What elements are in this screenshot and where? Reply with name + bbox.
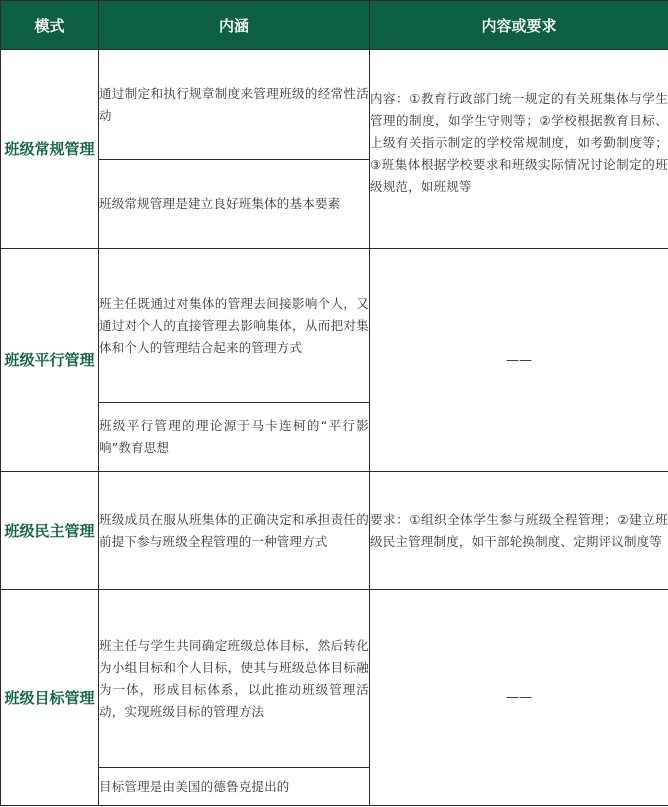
requirements-cell: —— — [370, 249, 668, 472]
requirements-cell: 要求：①组织全体学生参与班级全程管理；②建立班级民主管理制度，如干部轮换制度、定期评议制度等 — [370, 472, 668, 590]
requirements-cell: 内容：①教育行政部门统一规定的有关班集体与学生管理的制度，如学生守则等；②学校根据教育目标、上级有关指示制定的学校常规制度，如考勤制度等；③班集体根据学校要求和班级实际情况讨论制定的班级规范，如班规等 — [370, 50, 668, 249]
table-row — [1, 472, 668, 590]
mode-cell: 班级目标管理 — [1, 590, 99, 806]
meaning-cell: 班主任与学生共同确定班级总体目标，然后转化为小组目标和个人目标，使其与班级总体目标融为一体，形成目标体系，以此推动班级管理活动，实现班级目标的管理方法 — [99, 590, 370, 768]
meaning-cell: 通过制定和执行规章制度来管理班级的经常性活动 — [99, 50, 370, 160]
table-row — [1, 590, 668, 768]
meaning-cell: 班主任既通过对集体的管理去间接影响个人，又通过对个人的直接管理去影响集体，从而把对集体和个人的管理结合起来的管理方式 — [99, 249, 370, 403]
mode-cell: 班级常规管理 — [1, 50, 99, 249]
table-row — [1, 50, 668, 160]
table-row — [1, 249, 668, 403]
meaning-cell: 目标管理是由美国的德鲁克提出的 — [99, 768, 370, 806]
meaning-cell: 班级常规管理是建立良好班集体的基本要素 — [99, 160, 370, 249]
mode-cell: 班级平行管理 — [1, 249, 99, 472]
mode-cell: 班级民主管理 — [1, 472, 99, 590]
header-meaning: 内涵 — [99, 1, 370, 50]
meaning-cell: 班级平行管理的理论源于马卡连柯的“平行影响”教育思想 — [99, 403, 370, 472]
header-requirements: 内容或要求 — [370, 1, 668, 50]
requirements-cell: —— — [370, 590, 668, 806]
meaning-cell: 班级成员在服从班集体的正确决定和承担责任的前提下参与班级全程管理的一种管理方式 — [99, 472, 370, 590]
header-mode: 模式 — [1, 1, 99, 50]
table-header-row — [1, 1, 668, 50]
